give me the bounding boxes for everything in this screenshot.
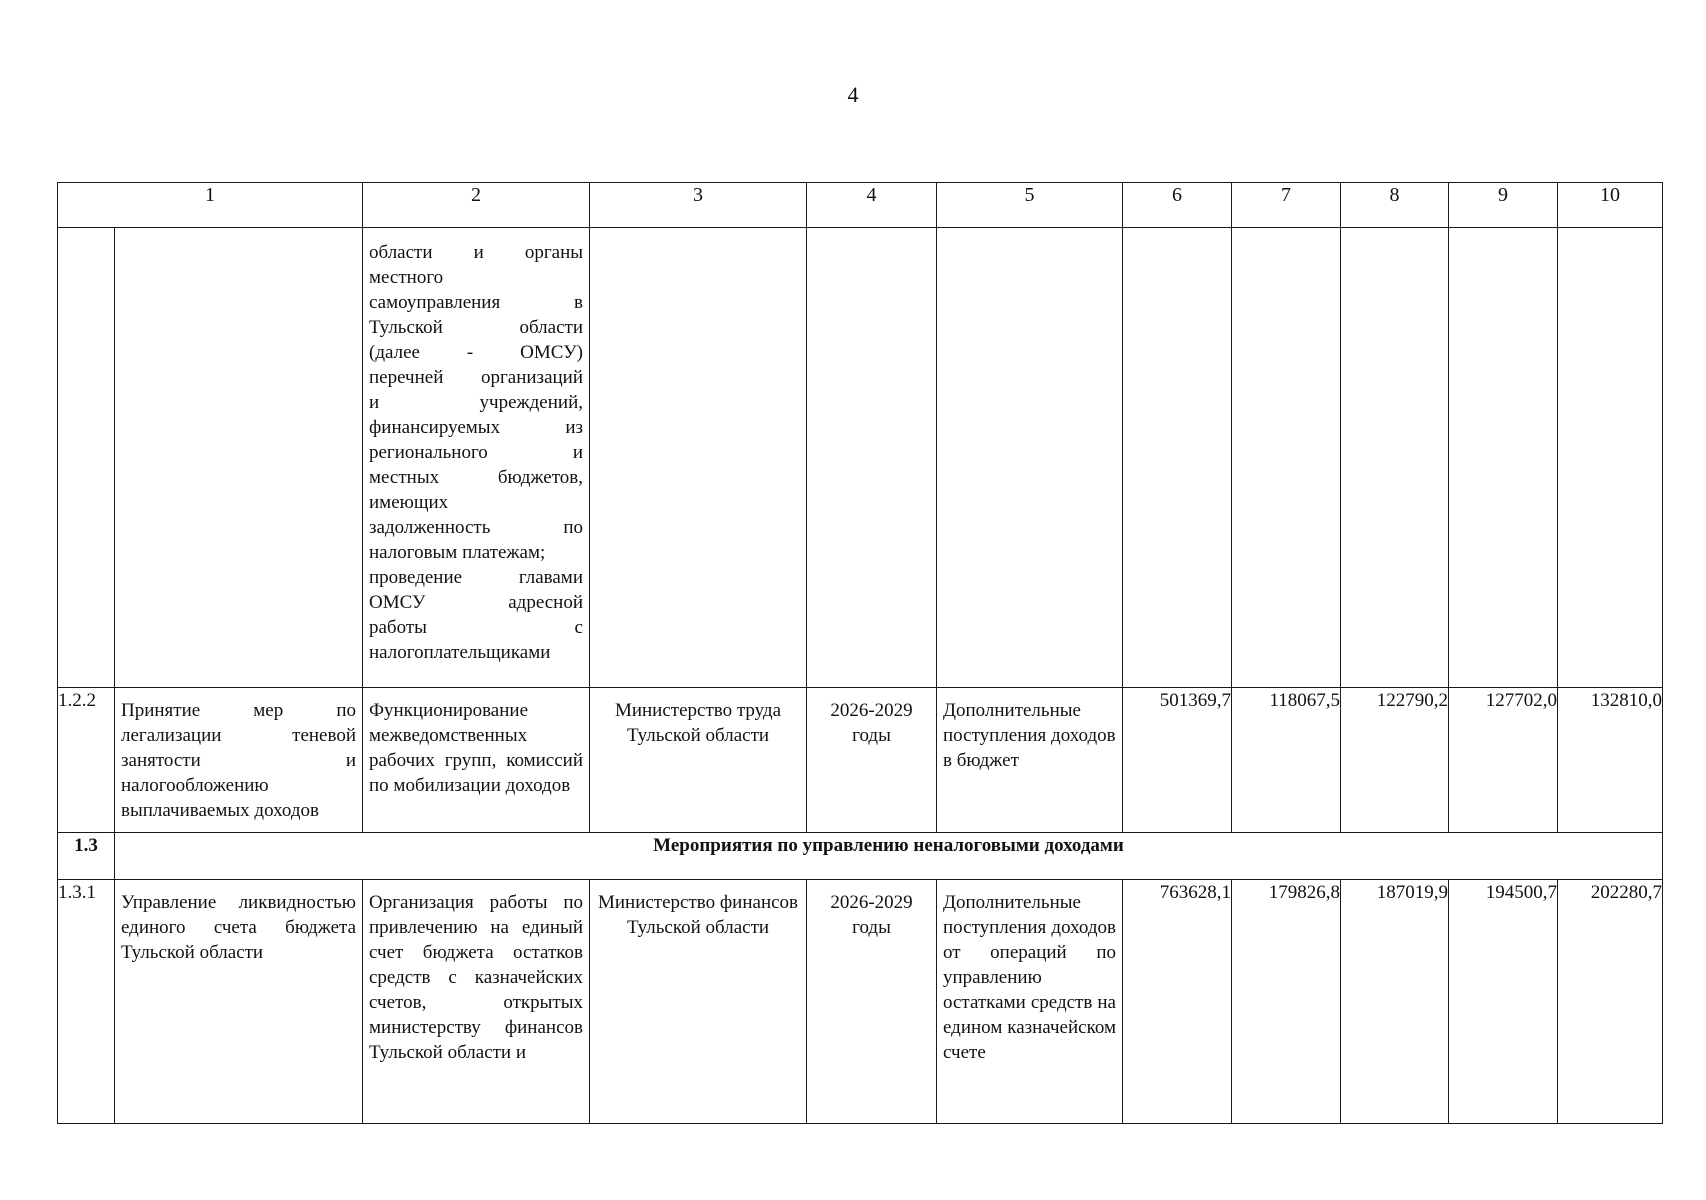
responsible	[590, 688, 807, 833]
period	[807, 880, 937, 1124]
empty-cell	[1232, 228, 1341, 688]
value-2026: 118067,5	[1232, 688, 1341, 833]
empty-cell	[1449, 228, 1558, 688]
text-line: местных бюджетов,	[369, 467, 583, 488]
text-line: проведение главами	[369, 567, 583, 588]
value-2029: 132810,0	[1558, 688, 1663, 833]
continuation-row	[58, 228, 1663, 688]
header-cell: 10	[1558, 183, 1663, 228]
measures-table	[57, 182, 1663, 1124]
text-line: налоговым платежам;	[369, 542, 546, 563]
measure-content	[363, 880, 590, 1124]
measure-name-text: Управление ликвидностью единого счета бюджета Тульской области	[121, 892, 356, 963]
header-cell: 7	[1232, 183, 1341, 228]
text-line: задолженность по	[369, 517, 583, 538]
responsible-text: Министерство финансов Тульской области	[597, 892, 799, 938]
empty-cell	[1341, 228, 1449, 688]
section-title: Мероприятия по управлению неналоговыми доходами	[115, 833, 1663, 880]
measure-name-text: Принятие мер по легализации теневой занятости и налогообложению выплачиваемых доходов	[121, 700, 356, 821]
text-line: и учреждений,	[369, 392, 583, 413]
continuation-col2	[363, 228, 590, 688]
value-2026: 179826,8	[1232, 880, 1341, 1124]
text-line: местного	[369, 267, 444, 288]
period-text: 2026-2029 годы	[830, 892, 913, 938]
value-2027: 187019,9	[1341, 880, 1449, 1124]
period-text: 2026-2029 годы	[830, 700, 913, 746]
text-line: Тульской области	[369, 317, 583, 338]
table-row	[58, 880, 1663, 1124]
page-number: 4	[847, 82, 859, 107]
header-cell: 1	[58, 183, 363, 228]
text-line: налогоплательщиками	[369, 642, 551, 663]
header-cell: 4	[807, 183, 937, 228]
measure-content-text: Функционирование межведомственных рабочих групп, комиссий по мобилизации доходов	[369, 700, 583, 796]
value-total: 763628,1	[1123, 880, 1232, 1124]
expected-result-text: Дополнительные поступления доходов от операций по управлению остатками средств на едином казначейском счете	[943, 892, 1116, 1063]
responsible	[590, 880, 807, 1124]
header-row	[58, 183, 1663, 228]
header-cell: 6	[1123, 183, 1232, 228]
table-row	[58, 688, 1663, 833]
measure-name	[115, 880, 363, 1124]
row-code: 1.2.2	[58, 688, 115, 833]
empty-cell	[1558, 228, 1663, 688]
text-line: самоуправления в	[369, 292, 583, 313]
empty-cell	[937, 228, 1123, 688]
header-cell: 3	[590, 183, 807, 228]
value-2028: 127702,0	[1449, 688, 1558, 833]
value-2027: 122790,2	[1341, 688, 1449, 833]
text-line: работы с	[369, 617, 583, 638]
row-code: 1.3.1	[58, 880, 115, 1124]
header-cell: 2	[363, 183, 590, 228]
measure-content-text: Организация работы по привлечению на единый счет бюджета остатков средств с казначейских счетов, открытых министерству финансов Тульской области и	[369, 892, 583, 1063]
value-2029: 202280,7	[1558, 880, 1663, 1124]
measure-content	[363, 688, 590, 833]
value-total: 501369,7	[1123, 688, 1232, 833]
section-code: 1.3	[58, 833, 115, 880]
responsible-text: Министерство труда Тульской области	[614, 700, 782, 746]
measure-name	[115, 688, 363, 833]
empty-cell	[58, 228, 115, 688]
value-2028: 194500,7	[1449, 880, 1558, 1124]
section-row	[58, 833, 1663, 880]
header-cell: 8	[1341, 183, 1449, 228]
text-line: имеющих	[369, 492, 449, 513]
text-line: ОМСУ адресной	[369, 592, 583, 613]
text-line: области и органы	[369, 242, 583, 263]
empty-cell	[590, 228, 807, 688]
header-cell: 5	[937, 183, 1123, 228]
text-line: регионального и	[369, 442, 583, 463]
text-line: финансируемых из	[369, 417, 583, 438]
expected-result	[937, 688, 1123, 833]
text-line: перечней организаций	[369, 367, 583, 388]
text-line: (далее - ОМСУ)	[369, 342, 583, 363]
empty-cell	[115, 228, 363, 688]
header-cell: 9	[1449, 183, 1558, 228]
empty-cell	[807, 228, 937, 688]
expected-result	[937, 880, 1123, 1124]
expected-result-text: Дополнительные поступления доходов в бюджет	[943, 700, 1116, 771]
period	[807, 688, 937, 833]
empty-cell	[1123, 228, 1232, 688]
